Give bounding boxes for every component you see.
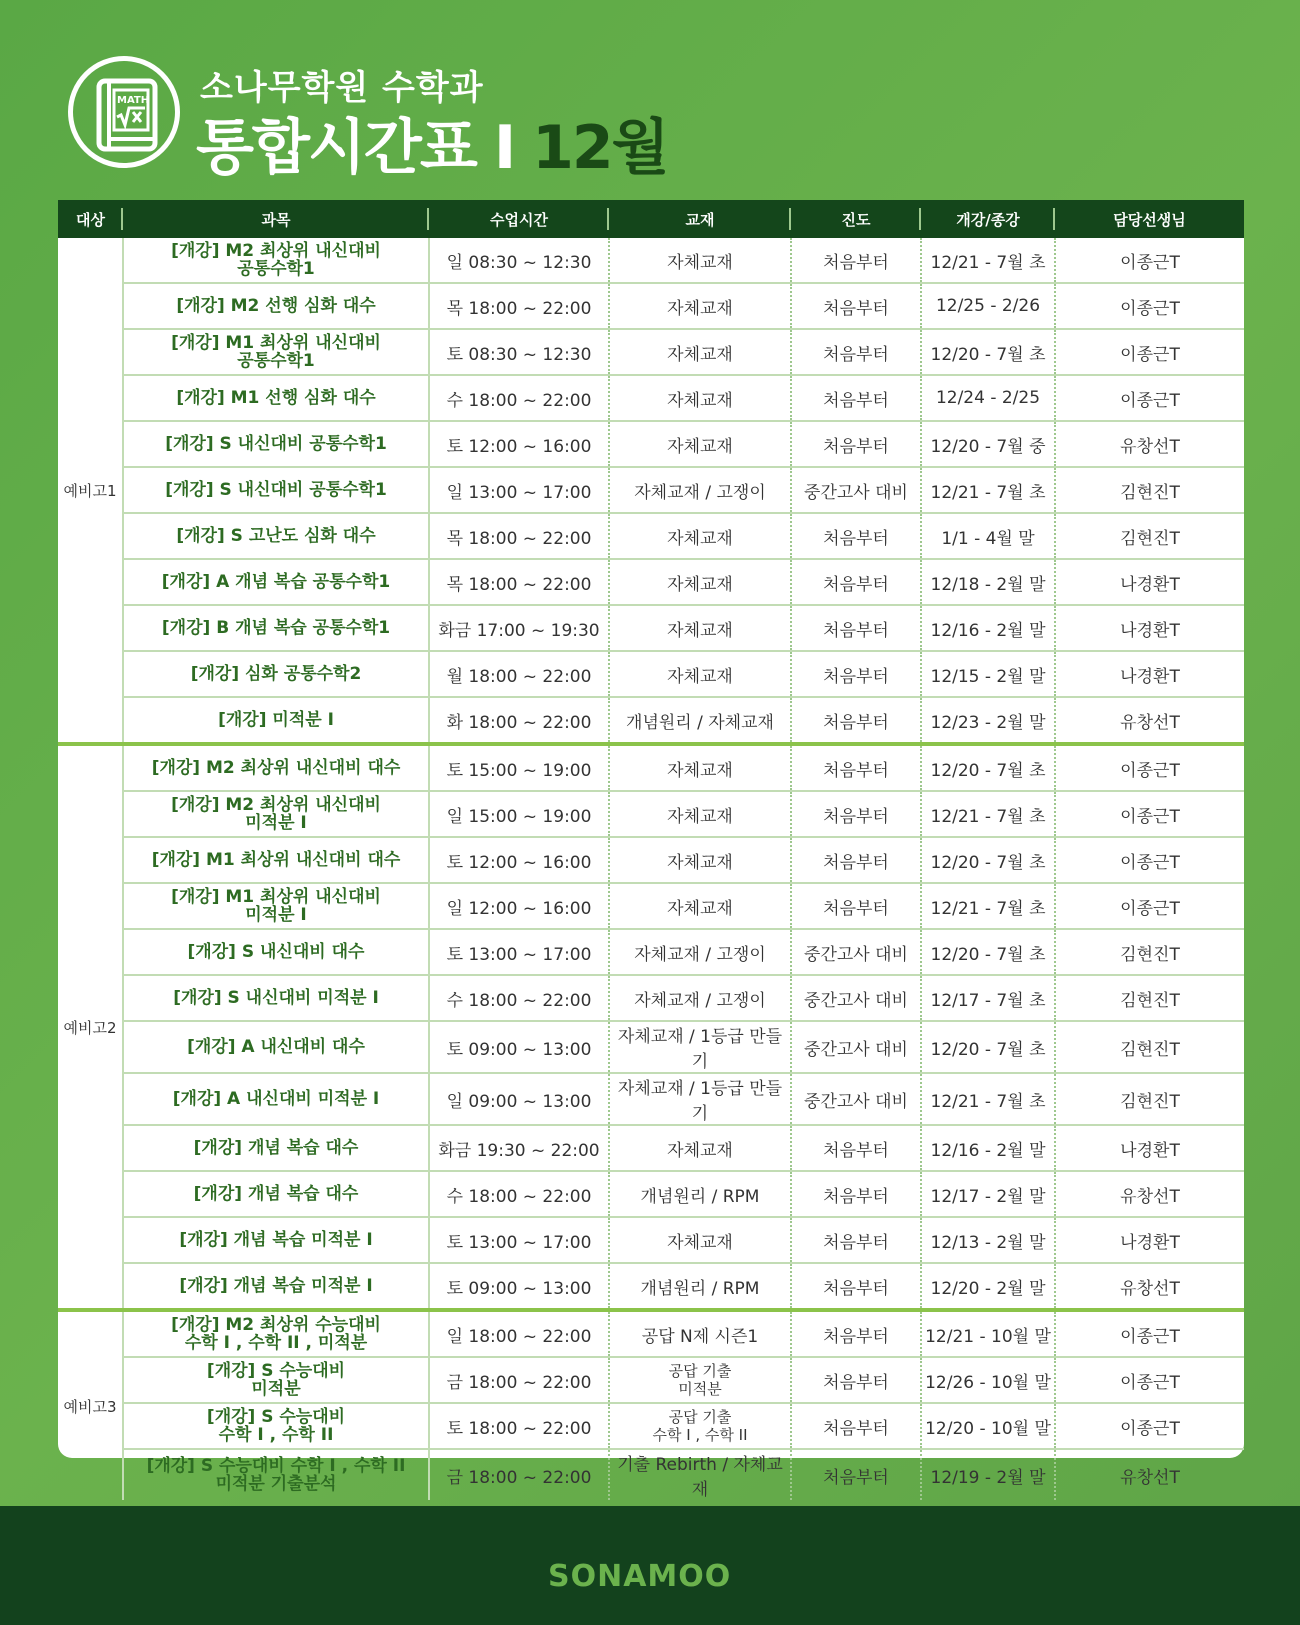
- textbook-cell: 자체교재: [609, 1125, 791, 1171]
- subject-cell: [개강] M2 선행 심화 대수: [123, 283, 429, 329]
- teacher-cell: 이종근T: [1055, 1403, 1244, 1449]
- table-row: [58, 975, 1244, 1021]
- column-header: 진도: [791, 200, 921, 238]
- progress-cell: 처음부터: [791, 1125, 921, 1171]
- class-time-cell: 토 09:00 ~ 13:00: [429, 1263, 609, 1310]
- subject-cell: [개강] S 내신대비 공통수학1: [123, 467, 429, 513]
- subject-cell: [개강] S 수능대비 미적분: [123, 1357, 429, 1403]
- teacher-cell: 유창선T: [1055, 697, 1244, 744]
- column-header: 담당선생님: [1055, 200, 1244, 238]
- subject-cell: [개강] 심화 공통수학2: [123, 651, 429, 697]
- textbook-cell: 자체교재 / 고쟁이: [609, 467, 791, 513]
- math-book-logo: [68, 56, 180, 168]
- table-row: [58, 1449, 1244, 1500]
- period-cell: 12/20 - 10월 말: [921, 1403, 1055, 1449]
- textbook-cell: 자체교재: [609, 605, 791, 651]
- column-header: 과목: [123, 200, 429, 238]
- textbook-cell: 자체교재: [609, 744, 791, 791]
- textbook-cell: 자체교재: [609, 283, 791, 329]
- column-header: 교재: [609, 200, 791, 238]
- table-row: [58, 1171, 1244, 1217]
- subject-cell: [개강] M1 선행 심화 대수: [123, 375, 429, 421]
- teacher-cell: 김현진T: [1055, 975, 1244, 1021]
- class-time-cell: 토 15:00 ~ 19:00: [429, 744, 609, 791]
- column-header: 수업시간: [429, 200, 609, 238]
- teacher-cell: 유창선T: [1055, 1171, 1244, 1217]
- footer: [0, 1506, 1300, 1625]
- period-cell: 12/20 - 2월 말: [921, 1263, 1055, 1310]
- teacher-cell: 이종근T: [1055, 744, 1244, 791]
- subject-cell: [개강] M1 최상위 내신대비 공통수학1: [123, 329, 429, 375]
- class-time-cell: 화금 19:30 ~ 22:00: [429, 1125, 609, 1171]
- table-row: [58, 1125, 1244, 1171]
- progress-cell: 처음부터: [791, 883, 921, 929]
- textbook-cell: 자체교재: [609, 559, 791, 605]
- teacher-cell: 이종근T: [1055, 883, 1244, 929]
- textbook-cell: 개념원리 / RPM: [609, 1171, 791, 1217]
- class-time-cell: 일 13:00 ~ 17:00: [429, 467, 609, 513]
- textbook-cell: 자체교재: [609, 421, 791, 467]
- class-time-cell: 화금 17:00 ~ 19:30: [429, 605, 609, 651]
- class-time-cell: 금 18:00 ~ 22:00: [429, 1449, 609, 1500]
- period-cell: 12/20 - 7월 초: [921, 1021, 1055, 1073]
- schedule-table-container: [58, 200, 1244, 1500]
- class-time-cell: 일 09:00 ~ 13:00: [429, 1073, 609, 1125]
- subject-cell: [개강] 개념 복습 미적분 I: [123, 1217, 429, 1263]
- title-text: 통합시간표: [196, 113, 476, 183]
- teacher-cell: 이종근T: [1055, 375, 1244, 421]
- subject-cell: [개강] M2 최상위 내신대비 공통수학1: [123, 238, 429, 283]
- class-time-cell: 일 18:00 ~ 22:00: [429, 1310, 609, 1357]
- teacher-cell: 유창선T: [1055, 421, 1244, 467]
- table-row: [58, 929, 1244, 975]
- subject-cell: [개강] M2 최상위 내신대비 미적분 I: [123, 791, 429, 837]
- table-row: [58, 1310, 1244, 1357]
- textbook-cell: 자체교재 / 고쟁이: [609, 929, 791, 975]
- period-cell: 12/20 - 7월 초: [921, 837, 1055, 883]
- period-cell: 12/25 - 2/26: [921, 283, 1055, 329]
- teacher-cell: 나경환T: [1055, 1217, 1244, 1263]
- group-cell: 예비고3: [58, 1310, 123, 1500]
- period-cell: 12/20 - 7월 초: [921, 744, 1055, 791]
- subject-cell: [개강] 개념 복습 대수: [123, 1125, 429, 1171]
- math-book-icon: [95, 77, 163, 157]
- progress-cell: 처음부터: [791, 697, 921, 744]
- subject-cell: [개강] M2 최상위 수능대비 수학 I , 수학 II , 미적분: [123, 1310, 429, 1357]
- progress-cell: 처음부터: [791, 283, 921, 329]
- subject-cell: [개강] A 내신대비 미적분 I: [123, 1073, 429, 1125]
- progress-cell: 처음부터: [791, 791, 921, 837]
- progress-cell: 처음부터: [791, 837, 921, 883]
- period-cell: 12/21 - 7월 초: [921, 467, 1055, 513]
- progress-cell: 처음부터: [791, 1449, 921, 1500]
- subject-cell: [개강] B 개념 복습 공통수학1: [123, 605, 429, 651]
- table-row: [58, 651, 1244, 697]
- class-time-cell: 토 08:30 ~ 12:30: [429, 329, 609, 375]
- teacher-cell: 김현진T: [1055, 513, 1244, 559]
- header: [68, 56, 768, 183]
- class-time-cell: 일 12:00 ~ 16:00: [429, 883, 609, 929]
- subject-cell: [개강] 개념 복습 대수: [123, 1171, 429, 1217]
- period-cell: 12/20 - 7월 초: [921, 329, 1055, 375]
- table-row: [58, 467, 1244, 513]
- textbook-cell: 자체교재: [609, 837, 791, 883]
- table-row: [58, 559, 1244, 605]
- page-title: [196, 100, 668, 186]
- subject-cell: [개강] A 내신대비 대수: [123, 1021, 429, 1073]
- class-time-cell: 토 13:00 ~ 17:00: [429, 929, 609, 975]
- subject-cell: [개강] 미적분 I: [123, 697, 429, 744]
- textbook-cell: 자체교재 / 1등급 만들기: [609, 1021, 791, 1073]
- textbook-cell: 공답 기출 수학 I , 수학 II: [609, 1403, 791, 1449]
- progress-cell: 처음부터: [791, 1357, 921, 1403]
- teacher-cell: 이종근T: [1055, 1310, 1244, 1357]
- table-row: [58, 1403, 1244, 1449]
- period-cell: 12/13 - 2월 말: [921, 1217, 1055, 1263]
- table-row: [58, 605, 1244, 651]
- progress-cell: 중간고사 대비: [791, 1021, 921, 1073]
- teacher-cell: 유창선T: [1055, 1263, 1244, 1310]
- table-row: [58, 421, 1244, 467]
- subject-cell: [개강] S 내신대비 공통수학1: [123, 421, 429, 467]
- textbook-cell: 공답 N제 시즌1: [609, 1310, 791, 1357]
- teacher-cell: 김현진T: [1055, 1073, 1244, 1125]
- progress-cell: 중간고사 대비: [791, 1073, 921, 1125]
- table-row: [58, 1021, 1244, 1073]
- subject-cell: [개강] S 내신대비 대수: [123, 929, 429, 975]
- table-row: [58, 1073, 1244, 1125]
- textbook-cell: 기출 Rebirth / 자체교재: [609, 1449, 791, 1500]
- progress-cell: 처음부터: [791, 421, 921, 467]
- subject-cell: [개강] S 내신대비 미적분 I: [123, 975, 429, 1021]
- table-body: [58, 238, 1244, 1500]
- subject-cell: [개강] M1 최상위 내신대비 대수: [123, 837, 429, 883]
- subject-cell: [개강] S 고난도 심화 대수: [123, 513, 429, 559]
- subject-cell: [개강] S 수능대비 수학 I , 수학 II 미적분 기출분석: [123, 1449, 429, 1500]
- class-time-cell: 토 12:00 ~ 16:00: [429, 421, 609, 467]
- column-header: 개강/종강: [921, 200, 1055, 238]
- subject-cell: [개강] M2 최상위 내신대비 대수: [123, 744, 429, 791]
- class-time-cell: 목 18:00 ~ 22:00: [429, 559, 609, 605]
- class-time-cell: 토 12:00 ~ 16:00: [429, 837, 609, 883]
- group-cell: 예비고2: [58, 744, 123, 1310]
- progress-cell: 중간고사 대비: [791, 929, 921, 975]
- period-cell: 12/23 - 2월 말: [921, 697, 1055, 744]
- class-time-cell: 일 08:30 ~ 12:30: [429, 238, 609, 283]
- footer-brand: SONAMOO: [548, 1559, 732, 1594]
- subject-cell: [개강] S 수능대비 수학 I , 수학 II: [123, 1403, 429, 1449]
- table-row: [58, 1263, 1244, 1310]
- period-cell: 1/1 - 4월 말: [921, 513, 1055, 559]
- period-cell: 12/21 - 7월 초: [921, 883, 1055, 929]
- table-row: [58, 1357, 1244, 1403]
- logo-text: MATH: [117, 95, 150, 106]
- subject-cell: [개강] 개념 복습 미적분 I: [123, 1263, 429, 1310]
- progress-cell: 처음부터: [791, 329, 921, 375]
- table-row: [58, 883, 1244, 929]
- table-row: [58, 375, 1244, 421]
- progress-cell: 처음부터: [791, 238, 921, 283]
- teacher-cell: 김현진T: [1055, 467, 1244, 513]
- progress-cell: 처음부터: [791, 744, 921, 791]
- progress-cell: 중간고사 대비: [791, 975, 921, 1021]
- teacher-cell: 이종근T: [1055, 791, 1244, 837]
- progress-cell: 처음부터: [791, 513, 921, 559]
- textbook-cell: 자체교재: [609, 238, 791, 283]
- textbook-cell: 개념원리 / RPM: [609, 1263, 791, 1310]
- class-time-cell: 수 18:00 ~ 22:00: [429, 975, 609, 1021]
- page-subtitle: 소나무학원 수학과: [200, 68, 484, 108]
- teacher-cell: 이종근T: [1055, 283, 1244, 329]
- class-time-cell: 금 18:00 ~ 22:00: [429, 1357, 609, 1403]
- period-cell: 12/16 - 2월 말: [921, 1125, 1055, 1171]
- progress-cell: 처음부터: [791, 559, 921, 605]
- title-separator: I: [493, 113, 515, 183]
- teacher-cell: 나경환T: [1055, 559, 1244, 605]
- table-row: [58, 513, 1244, 559]
- title-month: 12월: [532, 113, 668, 183]
- period-cell: 12/26 - 10월 말: [921, 1357, 1055, 1403]
- period-cell: 12/19 - 2월 말: [921, 1449, 1055, 1500]
- progress-cell: 중간고사 대비: [791, 467, 921, 513]
- progress-cell: 처음부터: [791, 605, 921, 651]
- table-row: [58, 837, 1244, 883]
- table-header-row: [58, 200, 1244, 238]
- teacher-cell: 이종근T: [1055, 329, 1244, 375]
- teacher-cell: 김현진T: [1055, 929, 1244, 975]
- textbook-cell: 자체교재: [609, 791, 791, 837]
- subject-cell: [개강] M1 최상위 내신대비 미적분 I: [123, 883, 429, 929]
- table-row: [58, 791, 1244, 837]
- teacher-cell: 이종근T: [1055, 837, 1244, 883]
- teacher-cell: 나경환T: [1055, 651, 1244, 697]
- textbook-cell: 자체교재: [609, 375, 791, 421]
- class-time-cell: 화 18:00 ~ 22:00: [429, 697, 609, 744]
- teacher-cell: 나경환T: [1055, 1125, 1244, 1171]
- table-row: [58, 238, 1244, 283]
- textbook-cell: 자체교재: [609, 883, 791, 929]
- progress-cell: 처음부터: [791, 1403, 921, 1449]
- period-cell: 12/15 - 2월 말: [921, 651, 1055, 697]
- class-time-cell: 토 09:00 ~ 13:00: [429, 1021, 609, 1073]
- table-row: [58, 329, 1244, 375]
- textbook-cell: 자체교재 / 고쟁이: [609, 975, 791, 1021]
- teacher-cell: 이종근T: [1055, 1357, 1244, 1403]
- period-cell: 12/21 - 10월 말: [921, 1310, 1055, 1357]
- period-cell: 12/20 - 7월 중: [921, 421, 1055, 467]
- class-time-cell: 수 18:00 ~ 22:00: [429, 1171, 609, 1217]
- teacher-cell: 이종근T: [1055, 238, 1244, 283]
- textbook-cell: 자체교재 / 1등급 만들기: [609, 1073, 791, 1125]
- class-time-cell: 목 18:00 ~ 22:00: [429, 283, 609, 329]
- progress-cell: 처음부터: [791, 651, 921, 697]
- period-cell: 12/21 - 7월 초: [921, 1073, 1055, 1125]
- period-cell: 12/18 - 2월 말: [921, 559, 1055, 605]
- class-time-cell: 토 18:00 ~ 22:00: [429, 1403, 609, 1449]
- column-header: 대상: [58, 200, 123, 238]
- textbook-cell: 자체교재: [609, 513, 791, 559]
- teacher-cell: 유창선T: [1120, 1467, 1180, 1488]
- table-row: [58, 1217, 1244, 1263]
- period-cell: 12/24 - 2/25: [921, 375, 1055, 421]
- table-row: [58, 283, 1244, 329]
- progress-cell: 처음부터: [791, 1171, 921, 1217]
- textbook-cell: 개념원리 / 자체교재: [609, 697, 791, 744]
- schedule-table: [58, 200, 1244, 1500]
- class-time-cell: 목 18:00 ~ 22:00: [429, 513, 609, 559]
- progress-cell: 처음부터: [791, 1310, 921, 1357]
- class-time-cell: 일 15:00 ~ 19:00: [429, 791, 609, 837]
- period-cell: 12/17 - 7월 초: [921, 975, 1055, 1021]
- textbook-cell: 자체교재: [609, 651, 791, 697]
- group-cell: 예비고1: [58, 238, 123, 744]
- progress-cell: 처음부터: [791, 1217, 921, 1263]
- progress-cell: 처음부터: [791, 375, 921, 421]
- period-cell: 12/20 - 7월 초: [921, 929, 1055, 975]
- class-time-cell: 수 18:00 ~ 22:00: [429, 375, 609, 421]
- subject-cell: [개강] A 개념 복습 공통수학1: [123, 559, 429, 605]
- table-row: [58, 697, 1244, 744]
- progress-cell: 처음부터: [791, 1263, 921, 1310]
- teacher-cell: 나경환T: [1055, 605, 1244, 651]
- textbook-cell: 공답 기출 미적분: [609, 1357, 791, 1403]
- textbook-cell: 자체교재: [609, 329, 791, 375]
- period-cell: 12/17 - 2월 말: [921, 1171, 1055, 1217]
- teacher-cell: 김현진T: [1055, 1021, 1244, 1073]
- period-cell: 12/21 - 7월 초: [921, 238, 1055, 283]
- period-cell: 12/16 - 2월 말: [921, 605, 1055, 651]
- class-time-cell: 토 13:00 ~ 17:00: [429, 1217, 609, 1263]
- textbook-cell: 자체교재: [609, 1217, 791, 1263]
- class-time-cell: 월 18:00 ~ 22:00: [429, 651, 609, 697]
- period-cell: 12/21 - 7월 초: [921, 791, 1055, 837]
- table-row: [58, 744, 1244, 791]
- sonamoo-logo: [548, 1542, 752, 1594]
